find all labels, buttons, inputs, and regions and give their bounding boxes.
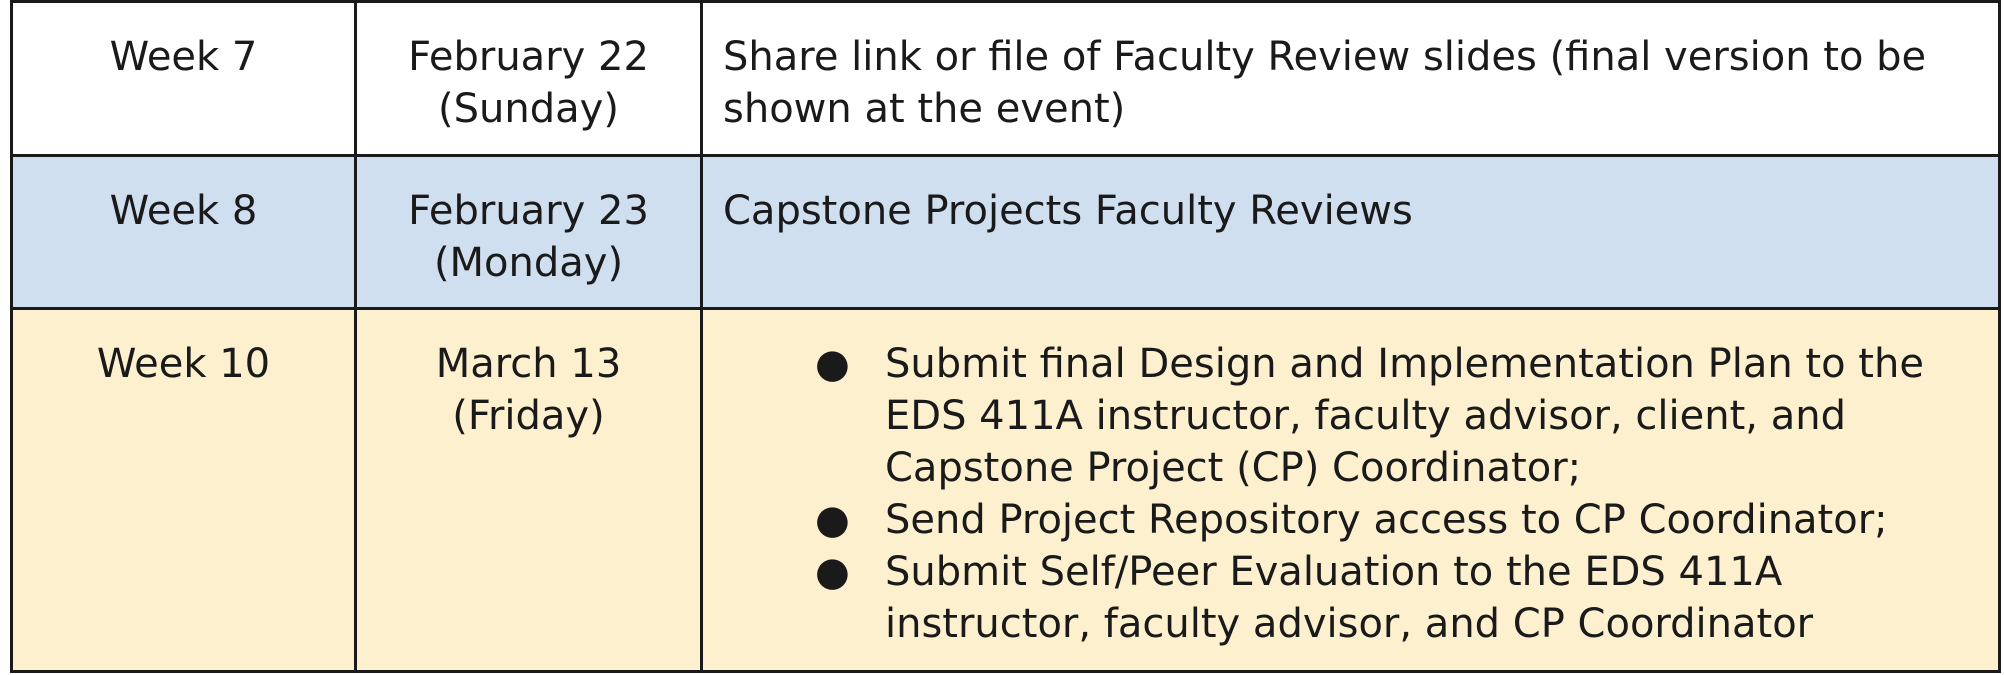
bullet-icon: ● xyxy=(815,341,850,387)
list-item xyxy=(815,494,1968,546)
bullet-icon: ● xyxy=(815,549,850,595)
date-line: February 22 xyxy=(408,34,649,80)
date-cell xyxy=(356,156,702,309)
weekday-line: (Friday) xyxy=(452,393,605,439)
week-label: Week 7 xyxy=(109,34,258,80)
list-item xyxy=(815,338,1968,494)
task-cell xyxy=(702,156,2000,309)
week-cell xyxy=(12,309,356,672)
bullet-text: Submit Self/Peer Evaluation to the EDS 411A instructor, faculty advisor, and CP Coordinator xyxy=(885,549,1814,647)
date-line: February 23 xyxy=(408,188,649,234)
date-cell xyxy=(356,2,702,156)
bullet-icon: ● xyxy=(815,497,850,543)
date-cell xyxy=(356,309,702,672)
task-text: Capstone Projects Faculty Reviews xyxy=(723,188,1413,234)
schedule-table xyxy=(10,0,2001,673)
date-label xyxy=(357,157,700,289)
week-cell xyxy=(12,156,356,309)
weekday-line: (Sunday) xyxy=(438,86,619,132)
table-row-week-7 xyxy=(12,2,2000,156)
week-label: Week 8 xyxy=(109,188,258,234)
task-text: Share link or file of Faculty Review slides (final version to be shown at the event) xyxy=(723,34,1927,132)
date-line: March 13 xyxy=(435,341,622,387)
bullet-text: Submit final Design and Implementation Plan to the EDS 411A instructor, faculty advisor, client, and Capstone Project (CP) Coordinator; xyxy=(885,341,1924,491)
table-row-week-10 xyxy=(12,309,2000,672)
bullet-text: Send Project Repository access to CP Coordinator; xyxy=(885,497,1888,543)
task-cell xyxy=(702,309,2000,672)
week-cell xyxy=(12,2,356,156)
date-label xyxy=(357,3,700,135)
task-bullet-list xyxy=(723,338,1968,650)
table-row-week-8 xyxy=(12,156,2000,309)
week-label: Week 10 xyxy=(96,341,271,387)
date-label xyxy=(357,310,700,442)
list-item xyxy=(815,546,1968,650)
task-cell xyxy=(702,2,2000,156)
weekday-line: (Monday) xyxy=(433,240,624,286)
